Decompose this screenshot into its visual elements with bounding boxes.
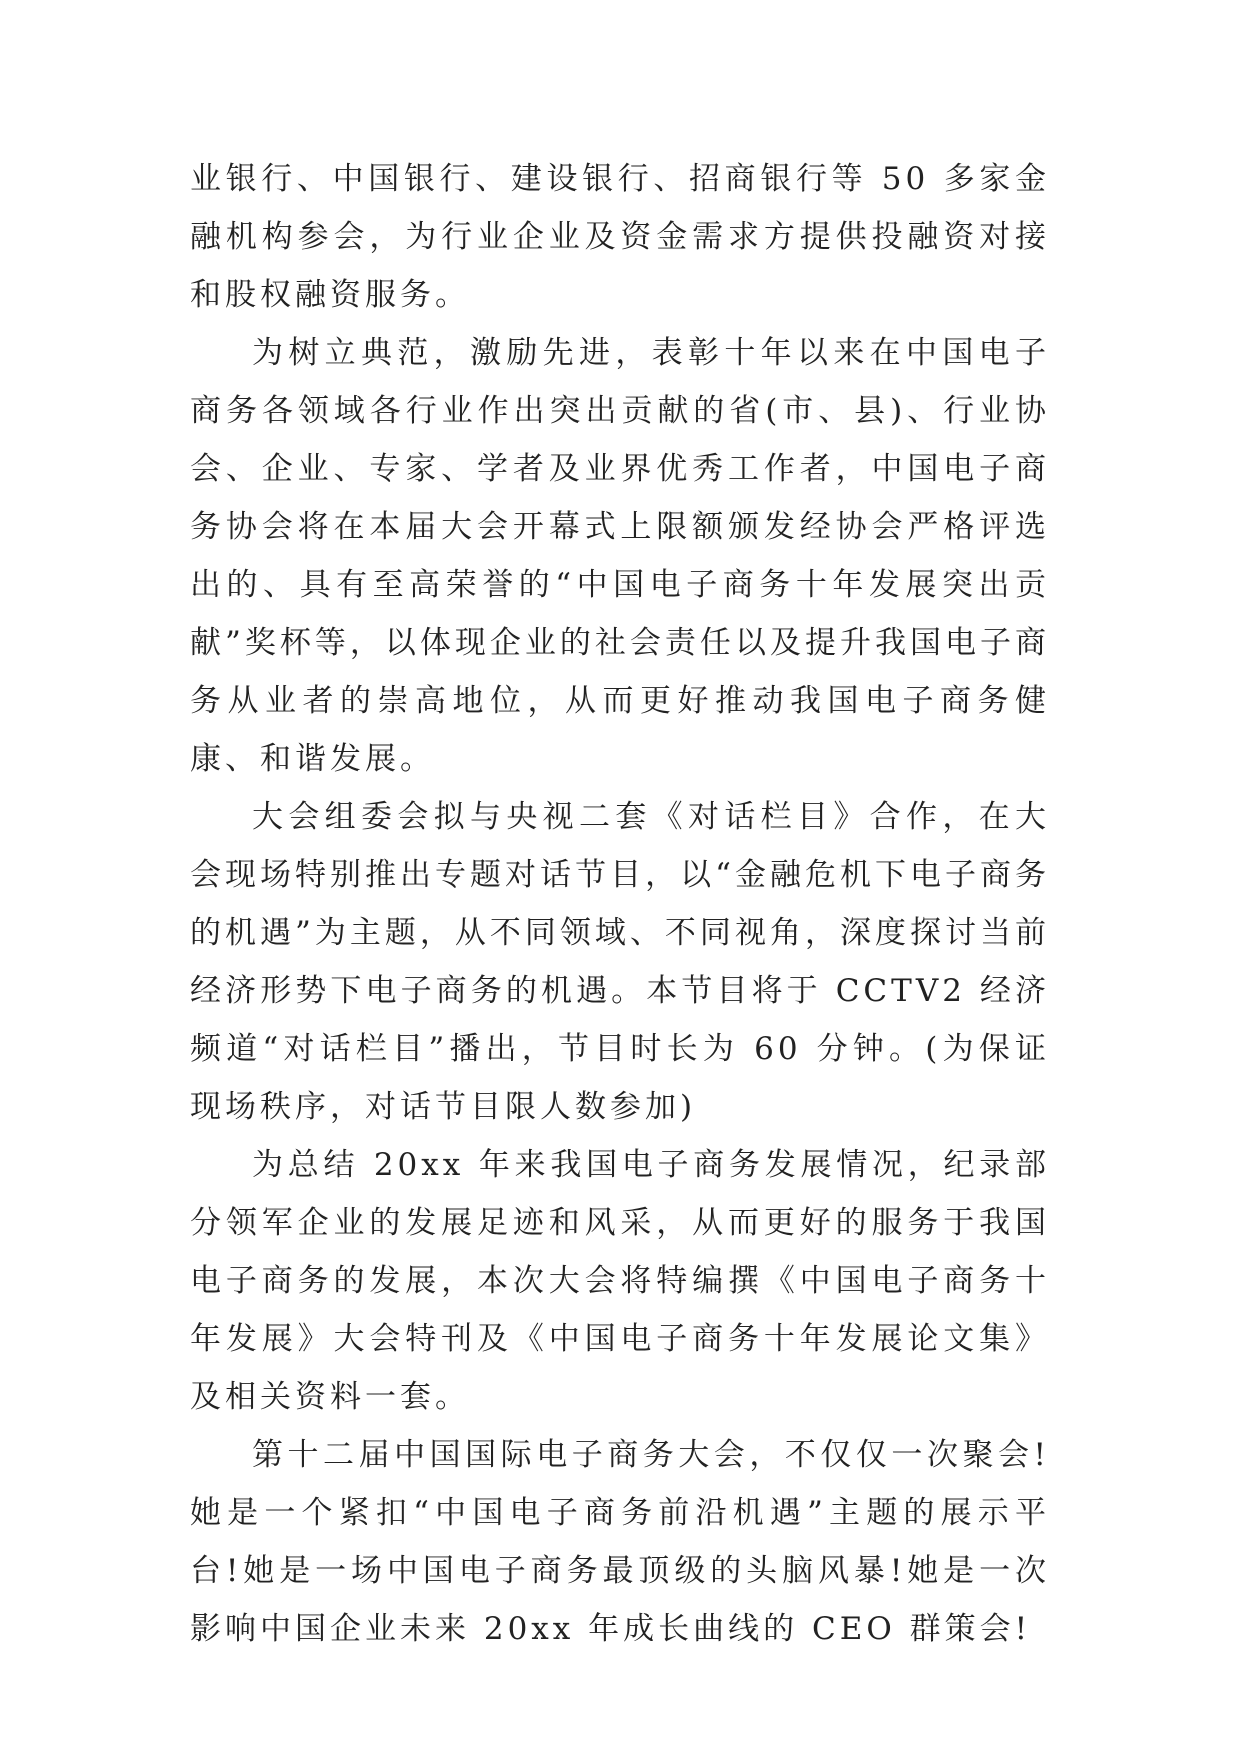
- paragraph-cctv-dialogue: 大会组委会拟与央视二套《对话栏目》合作，在大会现场特别推出专题对话节目，以“金融危机下电子商务的机遇”为主题，从不同领域、不同视角，深度探讨当前经济形势下电子商务的机遇。本节目将于 CCTV2 经济频道“对话栏目”播出，节目时长为 60 分钟。(为保证现场秩序，对话节目限人数参加): [190, 799, 1050, 1125]
- paragraph-awards: 为树立典范，激励先进，表彰十年以来在中国电子商务各领域各行业作出突出贡献的省(市、县)、行业协会、企业、专家、学者及业界优秀工作者，中国电子商务协会将在本届大会开幕式上限额颁发经协会严格评选出的、具有至高荣誉的“中国电子商务十年发展突出贡献”奖杯等，以体现企业的社会责任以及提升我国电子商务从业者的崇高地位，从而更好推动我国电子商务健康、和谐发展。: [190, 335, 1050, 777]
- paragraph-financing-continued: 业银行、中国银行、建设银行、招商银行等 50 多家金融机构参会，为行业企业及资金需求方提供投融资对接和股权融资服务。: [190, 161, 1050, 313]
- paragraph-special-publication: 为总结 20xx 年来我国电子商务发展情况，纪录部分领军企业的发展足迹和风采，从而更好的服务于我国电子商务的发展，本次大会将特编撰《中国电子商务十年发展》大会特刊及《中国电子商务十年发展论文集》及相关资料一套。: [190, 1147, 1050, 1415]
- document-page: [190, 150, 1050, 1658]
- paragraph-conference-summary: 第十二届中国国际电子商务大会，不仅仅一次聚会!她是一个紧扣“中国电子商务前沿机遇”主题的展示平台!她是一场中国电子商务最顶级的头脑风暴!她是一次影响中国企业未来 20xx 年成长曲线的 CEO 群策会!: [190, 1437, 1050, 1647]
